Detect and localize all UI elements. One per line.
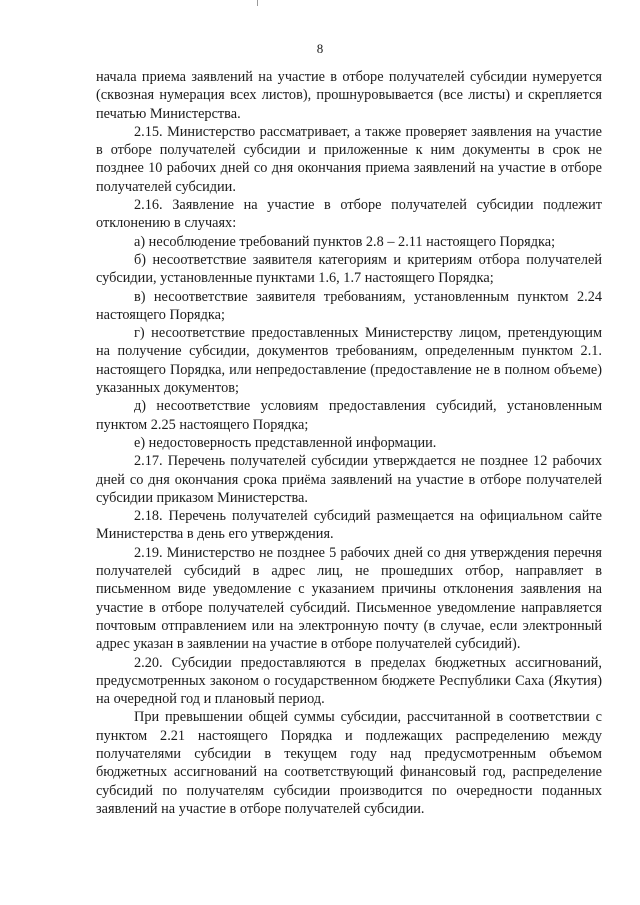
list-item-g: г) несоответствие предоставленных Министерству лицом, претендующим на получение субсидии, документов требованиям, определенным пунктом 2.1. настоящего Порядка, или непредоставление (предоставление не в полном объеме) указанных документов;: [96, 325, 602, 397]
list-item-v: в) несоответствие заявителя требованиям, установленным пунктом 2.24 настоящего Порядка;: [96, 288, 602, 323]
list-item-e: е) недостоверность представленной информации.: [134, 434, 437, 451]
list-item-b: б) несоответствие заявителя категориям и критериям отбора получателей субсидии, установленные пунктами 1.6, 1.7 настоящего Порядка;: [96, 251, 602, 287]
paragraph-2-20: 2.20. Субсидии предоставляются в пределах бюджетных ассигнований, предусмотренных законом о государственном бюджете Республики Саха (Якутия) на очередной год и плановый период.: [96, 654, 602, 708]
paragraph-2-16: 2.16. Заявление на участие в отборе получателей субсидии подлежит отклонению в случаях:: [96, 197, 602, 232]
scan-mark: [257, 0, 258, 6]
page-number: 8: [316, 41, 324, 56]
list-item-a: а) несоблюдение требований пунктов 2.8 – 2.11 настоящего Порядка;: [134, 233, 556, 250]
paragraph-continuation: начала приема заявлений на участие в отборе получателей субсидии нумеруется (сквозная нумерация всех листов), прошнуровывается (все листы) и скрепляется печатью Министерства.: [96, 69, 602, 122]
document-body: [96, 68, 602, 818]
paragraph-2-18: 2.18. Перечень получателей субсидий размещается на официальном сайте Министерства в день его утверждения.: [96, 508, 602, 543]
list-item-d: д) несоответствие условиям предоставления субсидий, установленным пунктом 2.25 настоящего Порядка;: [96, 398, 602, 433]
paragraph-2-17: 2.17. Перечень получателей субсидии утверждается не позднее 12 рабочих дней со дня окончания срока приёма заявлений на участие в отборе получателей субсидии приказом Министерства.: [96, 453, 602, 506]
paragraph-2-15: 2.15. Министерство рассматривает, а также проверяет заявления на участие в отборе получателей субсидии и приложенные к ним документы в срок не позднее 10 рабочих дней со дня окончания приема заявлений на участие в отборе получателей субсидии.: [96, 123, 602, 195]
paragraph-2-19: 2.19. Министерство не позднее 5 рабочих дней со дня утверждения перечня получателей субсидий в адрес лиц, не прошедших отбор, направляет в письменном виде уведомление с указанием причины отклонения заявления на участие в отборе получателей субсидий. Письменное уведомление направляется почтовым отправлением или на электронную почту (в случае, если электронный адрес указан в заявлении на участие в отборе получателей субсидий).: [96, 544, 602, 653]
paragraph-excess-subsidy: При превышении общей суммы субсидии, рассчитанной в соответствии с пунктом 2.21 настоящего Порядка и подлежащих распределению между получателями субсидии в текущем году над предусмотренным объемом бюджетных ассигнований на соответствующий финансовый год, распределение субсидий по получателям субсидии производится по очередности поданных заявлений на участие в отборе получателей субсидии.: [96, 709, 602, 817]
